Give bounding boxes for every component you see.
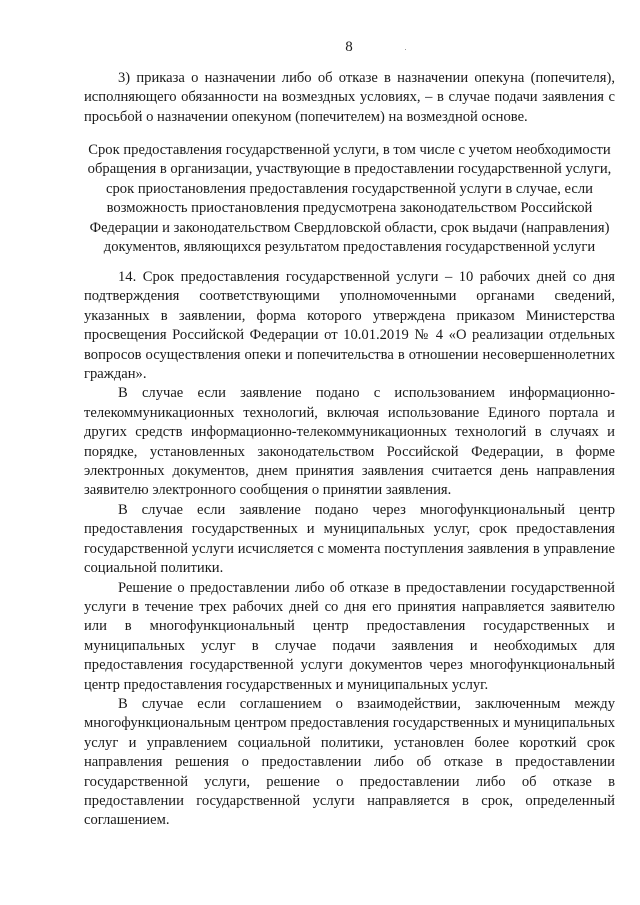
intro-paragraph: 3) приказа о назначении либо об отказе в назначении опекуна (попечителя), исполняющего обязанности на возмездных условиях, – в случае подачи заявления с просьбой о назначении опекуном (попечителем) на возмездной основе. (84, 70, 615, 125)
paragraph-agreement: В случае если соглашением о взаимодействии, заключенным между многофункциональным центром предоставления государственных и муниципальных услуг и управлением социальной политики, установлен более короткий срок направления решения о предоставлении либо об отказе в предоставлении государственной услуги, решение о предоставлении либо об отказе в предоставлении государственной услуги направляется в срок, определенный соглашением. (84, 695, 615, 829)
paragraph-mfc: В случае если заявление подано через многофункциональный центр предоставления государственных и муниципальных услуг, срок предоставления государственной услуги исчисляется с момента поступления заявления в управление социальной политики. (84, 501, 615, 577)
page-number: 8 (345, 39, 353, 55)
section-heading: Срок предоставления государственной услуги, в том числе с учетом необходимости обращения в организации, участвующие в предоставлении государственной услуги, срок приостановления предоставления государственной услуги в случае, если возможность приостановления предусмотрена законодательством Российской Федерации и законодательством Свердловской области, срок выдачи (направления) документов, являющихся результатом предоставления государственной услуги (87, 142, 612, 256)
paragraph-electronic: В случае если заявление подано с использованием информационно-телекоммуникационных технологий, включая использование Единого портала и других средств информационно-телекоммуникационных технологий в случаях и порядке, установленных законодательством Российской Федерации, в форме электронных документов, днем принятия заявления считается день направления заявителю электронного сообщения о принятии заявления. (84, 385, 615, 499)
body-block (84, 268, 615, 831)
scan-speck (405, 49, 406, 50)
paragraph-decision: Решение о предоставлении либо об отказе в предоставлении государственной услуги в течение трех рабочих дней со дня его принятия направляется заявителю или в многофункциональный центр предоставления государственных и муниципальных услуг в случае подачи заявления и необходимых для предоставления государственной услуги документов через многофункциональный центр предоставления государственных и муниципальных услуг. (84, 579, 615, 693)
intro-block (84, 69, 615, 127)
paragraph-term: 14. Срок предоставления государственной услуги – 10 рабочих дней со дня подтверждения соответствующими уполномоченными органами сведений, указанных в заявлении, форма которого утверждена приказом Министерства просвещения Российской Федерации от 10.01.2019 № 4 «О реализации отдельных вопросов осуществления опеки и попечительства в отношении несовершеннолетних граждан». (84, 269, 615, 383)
